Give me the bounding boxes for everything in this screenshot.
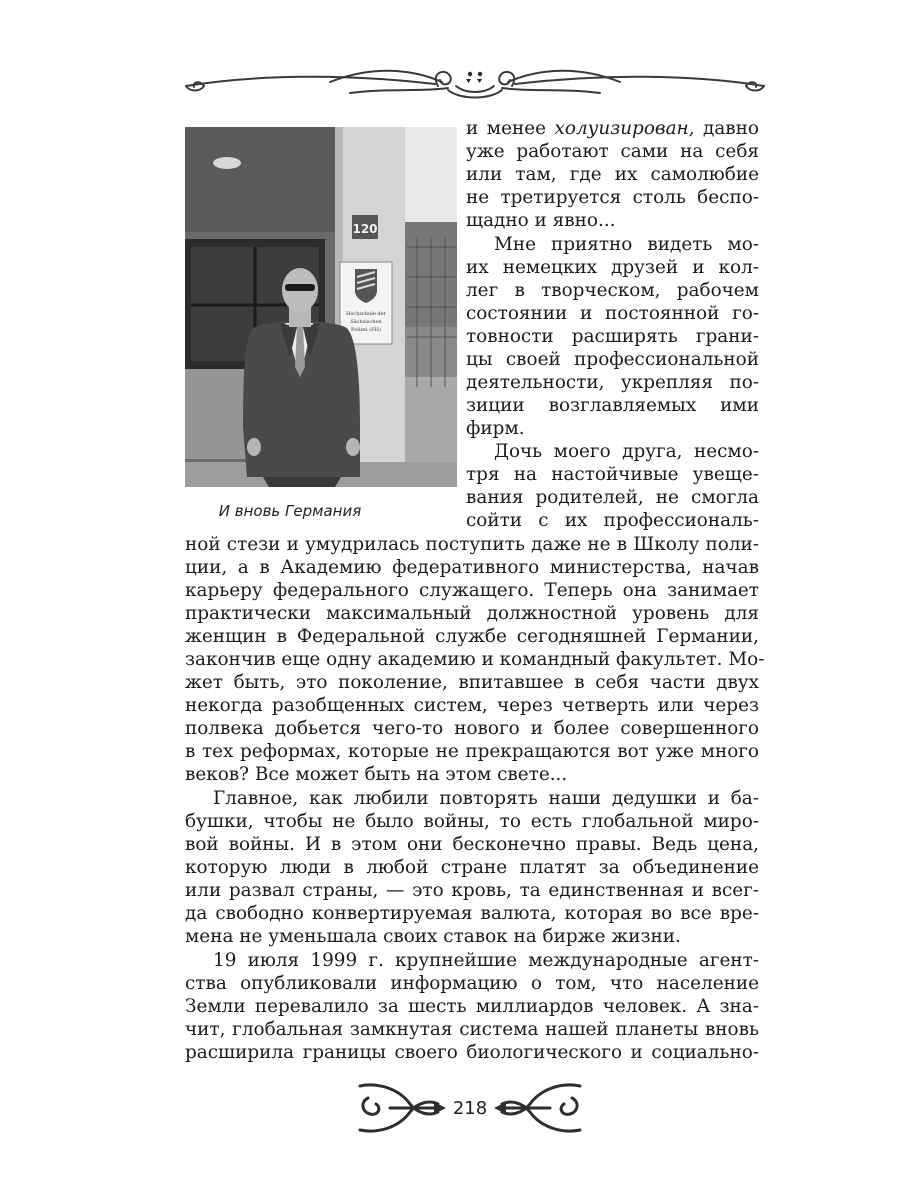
body-line: мена не уменьшала своих ставок на бирже жизни. [185, 926, 681, 947]
top-ornament [180, 62, 770, 102]
body-line: расширила границы своего биологического и социально- [185, 1042, 759, 1063]
body-line: вой войны. И в этом они бесконечно правы. Ведь цена, [185, 834, 759, 855]
column-line: цы своей профессиональной [466, 349, 759, 370]
column-line: деятельности, укрепляя по- [466, 372, 759, 393]
body-line: практически максимальный должностной уровень для [185, 603, 759, 624]
body-line: или развал страны, — это кровь, та единственная и всег- [185, 880, 759, 901]
body-line: ной стези и умудрилась поступить даже не в Школу поли- [185, 534, 759, 555]
body-line: закончив еще одну академию и командный факультет. Мо- [185, 649, 765, 670]
column-line: товности расширять грани- [466, 326, 759, 347]
body-line: 19 июля 1999 г. крупнейшие международные агент- [213, 950, 759, 971]
column-line-1: и менее холуизирован, давно [466, 118, 759, 139]
column-line: сойти с их профессиональ- [466, 510, 759, 531]
body-line: полвека добьется чего-то нового и более совершенного [185, 718, 759, 739]
emphasis-word: холуизирован, [554, 118, 695, 139]
column-line: тря на настойчивые увеще- [466, 464, 759, 485]
body-line: Главное, как любили повторять наши дедушки и ба- [213, 788, 759, 809]
plaque-line-1: Hochschule der [346, 311, 386, 317]
door-number: 120 [352, 222, 378, 236]
body-line: да свободно конвертируемая валюта, которая во все вре- [185, 903, 759, 924]
column-line: уже работают сами на себя [466, 141, 759, 162]
column-line: их немецких друзей и кол- [466, 257, 759, 278]
column-line: фирм. [466, 418, 525, 439]
column-line: щадно и явно... [466, 210, 616, 231]
body-line: в тех реформах, которые не прекращаются вот уже много [185, 741, 759, 762]
body-line: женщин в Федеральной службе сегодняшней Германии, [185, 626, 759, 647]
plaque-line-3: Polizei (FH) [351, 327, 381, 333]
body-line: ства опубликовали информацию о том, что население [185, 973, 759, 994]
column-line: лег в творческом, рабочем [466, 280, 759, 301]
body-line: бушки, чтобы не было войны, то есть глобальной миро- [185, 811, 759, 832]
body-line: карьеру федерального служащего. Теперь она занимает [185, 580, 759, 601]
body-line: Земли перевалило за шесть миллиардов человек. А зна- [185, 996, 759, 1017]
column-line: не третируется столь беспо- [466, 187, 759, 208]
body-line: некогда разобщенных систем, через четверть или через [185, 695, 759, 716]
column-line: Мне приятно видеть мо- [494, 234, 759, 255]
column-line: вания родителей, не смогла [466, 487, 759, 508]
column-line: Дочь моего друга, несмо- [494, 441, 759, 462]
column-line: или там, где их самолюбие [466, 164, 759, 185]
column-line: зиции возглавляемых ими [466, 395, 759, 416]
body-line: ции, а в Академию федеративного министерства, начав [185, 557, 759, 578]
column-line: состоянии и постоянной го- [466, 303, 759, 324]
body-line: которую люди в любой стране платят за объединение [185, 857, 759, 878]
body-line: чит, глобальная замкнутая система нашей планеты вновь [185, 1019, 759, 1040]
photo [185, 127, 457, 487]
body-line: жет быть, это поколение, впитавшее в себя части двух [185, 672, 759, 693]
plaque-line-2: Sächsischen [350, 319, 382, 325]
body-line: веков? Все может быть на этом свете... [185, 764, 568, 785]
photo-caption: И вновь Германия [218, 502, 362, 520]
page-number: 218 [452, 1098, 488, 1119]
